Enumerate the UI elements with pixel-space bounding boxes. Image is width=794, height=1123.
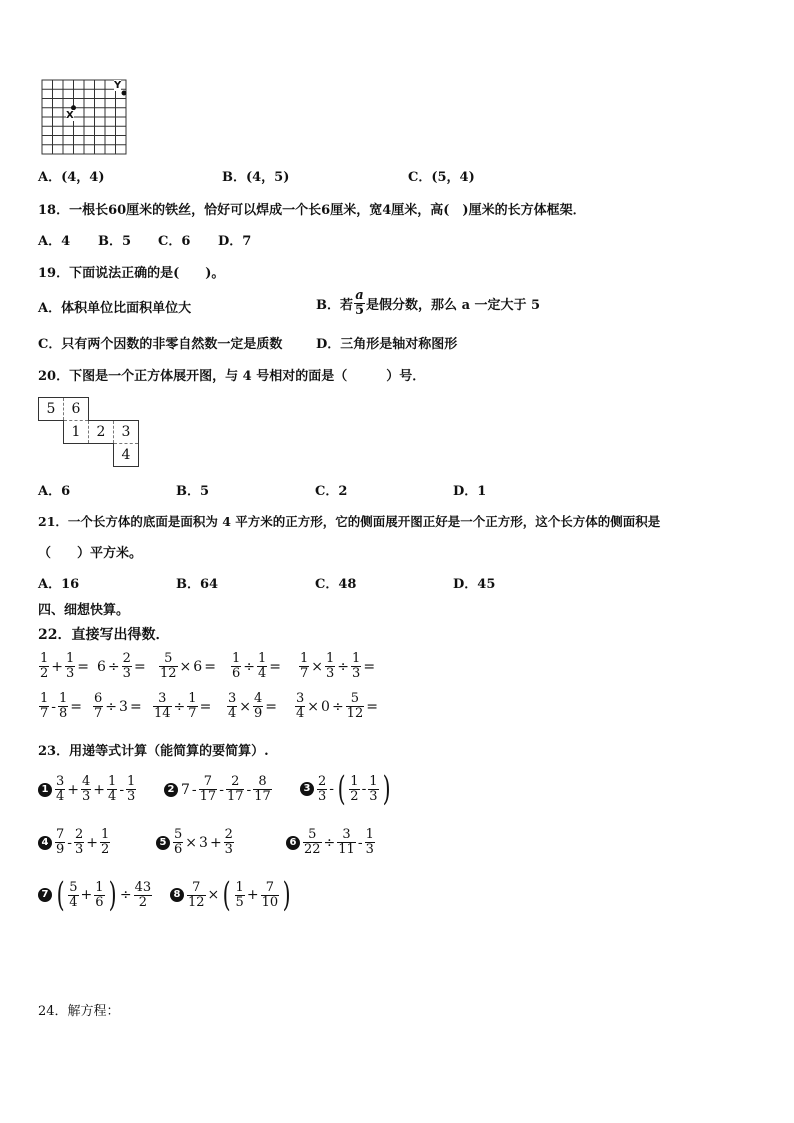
q17-option-c: C．(5，4) <box>408 170 475 185</box>
q20-option-b: B．5 <box>176 484 210 499</box>
q19-option-b <box>316 289 540 318</box>
net-face-2: 2 <box>89 421 114 444</box>
q18-text: 18．一根长60厘米的铁丝，恰好可以焊成一个长6厘米，宽4厘米，高( )厘米的长方体框架． <box>38 203 586 218</box>
q22-expr-7: $\frac{6}{7}$ ÷ 3 = <box>94 691 142 721</box>
q22-expr-4: $\frac{1}{6}$ ÷ $\frac{1}{4}$ = <box>232 651 282 681</box>
q23-expr-5: 5 $\frac{5}{6}$ × 3 + $\frac{2}{3}$ <box>156 828 235 857</box>
q23-expr-6: 6 $\frac{5}{22}$ ÷ $\frac{3}{11}$ - $\frac{1}{3}$ <box>286 828 376 857</box>
q17-option-a: A．(4，4) <box>38 170 105 185</box>
net-face-1: 1 <box>64 421 89 444</box>
fraction-a-over-5: $\frac{a}{5}$ <box>355 288 365 318</box>
cube-net-figure <box>38 397 139 467</box>
net-face-5: 5 <box>39 398 64 421</box>
point-x-label: X <box>66 110 74 121</box>
q18-option-b: B．5 <box>98 234 132 249</box>
q22-expr-10: $\frac{3}{4}$ × 0 ÷ $\frac{5}{12}$ = <box>296 691 378 721</box>
q21-text-continued: （ ）平方米。 <box>38 546 143 561</box>
q22-expr-8: $\frac{3}{14}$ ÷ $\frac{1}{7}$ = <box>154 691 212 721</box>
net-face-6: 6 <box>64 398 89 421</box>
q22-text: 22．直接写出得数． <box>38 627 170 643</box>
q21-option-d: D．45 <box>453 577 496 592</box>
q21-option-a: A．16 <box>38 577 80 592</box>
q23-expr-4: 4 $\frac{7}{9}$ - $\frac{2}{3}$ + $\frac{1}{2}$ <box>38 828 111 857</box>
q19-option-b-pre: B．若 <box>316 298 353 313</box>
q19-option-c: C．只有两个因数的非零自然数一定是质数 <box>38 337 283 352</box>
net-face-3: 3 <box>114 421 139 444</box>
q22-expr-3: $\frac{5}{12}$ × 6 = <box>160 651 216 681</box>
point-y <box>122 91 127 96</box>
q22-expr-6: $\frac{1}{7}$ - $\frac{1}{8}$ = <box>40 691 83 721</box>
q19-option-a: A．体积单位比面积单位大 <box>38 301 192 316</box>
q18-option-d: D．7 <box>218 234 252 249</box>
q23-text: 23．用递等式计算（能简算的要简算）. <box>38 744 269 759</box>
q21-option-c: C．48 <box>315 577 357 592</box>
q23-expr-7: 7 ( $\frac{5}{4}$ + $\frac{1}{6}$ ) ÷ $\frac{43}{2}$ <box>38 878 153 912</box>
q17-option-b: B．(4，5) <box>222 170 290 185</box>
point-y-label: Y <box>114 80 122 91</box>
q19-option-b-post: 是假分数，那么 a 一定大于 5 <box>366 298 541 313</box>
q20-text: 20．下图是一个正方体展开图，与 4 号相对的面是（ ）号． <box>38 369 426 384</box>
q21-text: 21．一个长方体的底面是面积为 4 平方米的正方形，它的侧面展开图正好是一个正方形，这个长方体的侧面积是 <box>38 514 661 529</box>
q20-option-d: D．1 <box>453 484 487 499</box>
q23-expr-2: 2 7 - $\frac{7}{17}$ - $\frac{2}{17}$ - $\frac{8}{17}$ <box>164 775 273 804</box>
q20-option-a: A．6 <box>38 484 71 499</box>
q22-expr-5: $\frac{1}{7}$ × $\frac{1}{3}$ ÷ $\frac{1}{3}$ = <box>300 651 376 681</box>
q19-option-d: D．三角形是轴对称图形 <box>316 337 458 352</box>
q19-text: 19．下面说法正确的是( )。 <box>38 266 225 281</box>
q23-expr-3: 3 $\frac{2}{3}$ - ( $\frac{1}{2}$ - $\frac{1}{3}$ ) <box>300 772 393 806</box>
q22-expr-2: 6 ÷ $\frac{2}{3}$ = <box>97 651 146 681</box>
section-4-heading: 四、细想快算。 <box>38 603 130 618</box>
q23-expr-1: 1 $\frac{3}{4}$ + $\frac{4}{3}$ + $\frac{1}{4}$ - $\frac{1}{3}$ <box>38 775 137 804</box>
q20-option-c: C．2 <box>315 484 348 499</box>
q24-text: 24．解方程： <box>38 1004 120 1019</box>
q18-option-a: A．4 <box>38 234 71 249</box>
q21-option-b: B．64 <box>176 577 219 592</box>
q23-expr-8: 8 $\frac{7}{12}$ × ( $\frac{1}{5}$ + $\frac{7}{10}$ ) <box>170 878 293 912</box>
q22-expr-9: $\frac{3}{4}$ × $\frac{4}{9}$ = <box>228 691 278 721</box>
q22-expr-1: $\frac{1}{2}$ + $\frac{1}{3}$ = <box>40 651 90 681</box>
net-face-4: 4 <box>114 444 139 467</box>
q18-option-c: C．6 <box>158 234 191 249</box>
